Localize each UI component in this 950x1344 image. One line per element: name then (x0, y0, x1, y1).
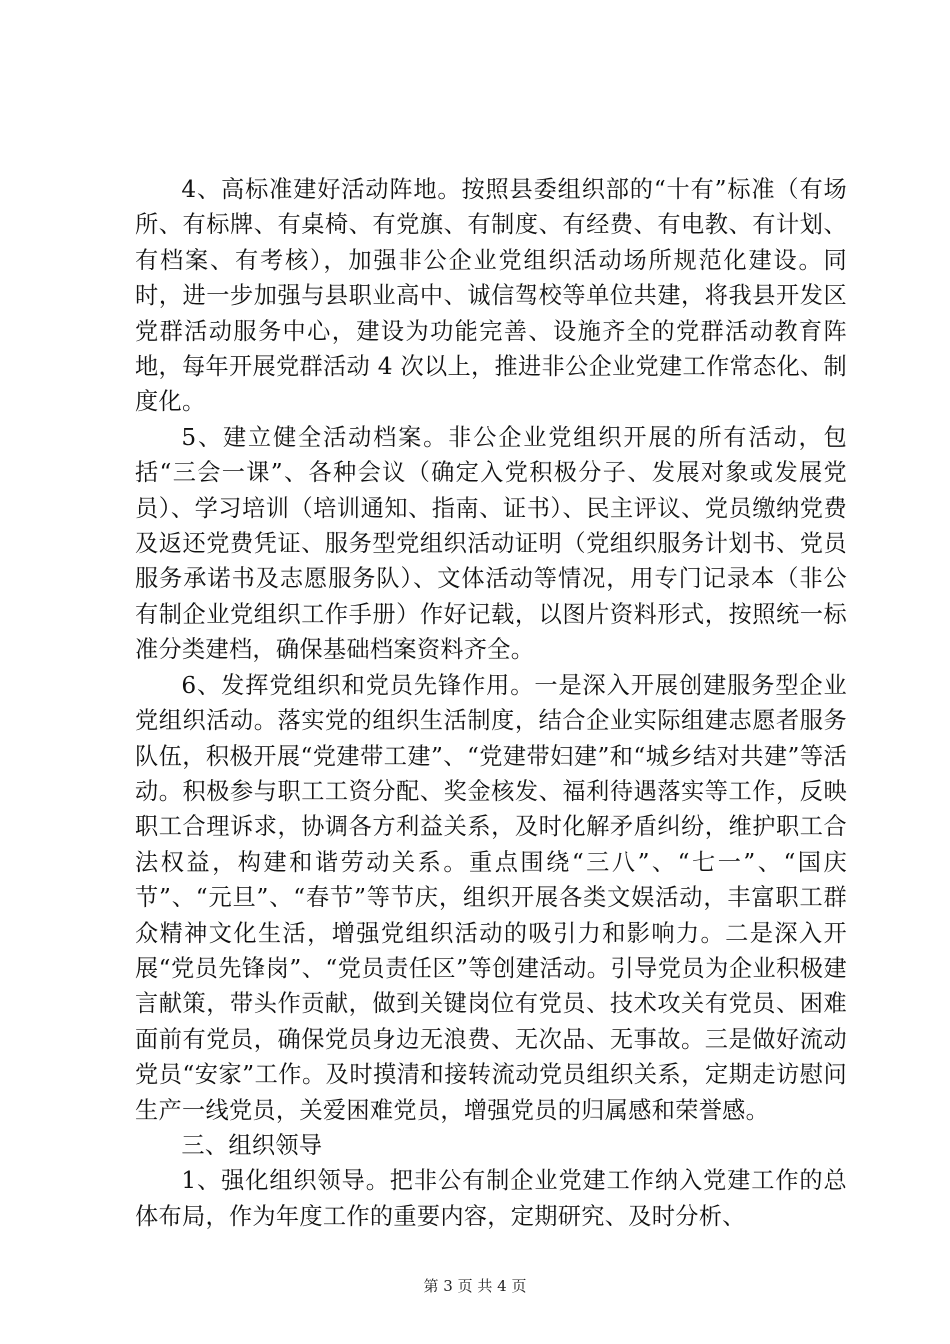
paragraph-vanguard-role: 6、发挥党组织和党员先锋作用。一是深入开展创建服务型企业党组织活动。落实党的组织生活制度，结合企业实际组建志愿者服务队伍，积极开展“党建带工建”、“党建带妇建”和“城乡结对共建”等活动。积极参与职工工资分配、奖金核发、福利待遇落实等工作，反映职工合理诉求，协调各方利益关系，及时化解矛盾纠纷，维护职工合法权益，构建和谐劳动关系。重点围绕“三八”、“七一”、“国庆节”、“元旦”、“春节”等节庆，组织开展各类文娱活动，丰富职工群众精神文化生活，增强党组织活动的吸引力和影响力。二是深入开展“党员先锋岗”、“党员责任区”等创建活动。引导党员为企业积极建言献策，带头作贡献，做到关键岗位有党员、技术攻关有党员、困难面前有党员，确保党员身边无浪费、无次品、无事故。三是做好流动党员“安家”工作。及时摸清和接转流动党员组织关系，定期走访慰问生产一线党员，关爱困难党员，增强党员的归属感和荣誉感。 (135, 671, 847, 1124)
paragraph-activity-archives: 5、建立健全活动档案。非公企业党组织开展的所有活动，包括“三会一课”、各种会议（确定入党积极分子、发展对象或发展党员）、学习培训（培训通知、指南、证书）、民主评议、党员缴纳党费及返还党费凭证、服务型党组织活动证明（党组织服务计划书、党员服务承诺书及志愿服务队）、文体活动等情况，用专门记录本（非公有制企业党组织工作手册）作好记载，以图片资料形式，按照统一标准分类建档，确保基础档案资料齐全。 (135, 423, 847, 664)
paragraph-strengthen-leadership: 1、强化组织领导。把非公有制企业党建工作纳入党建工作的总体布局，作为年度工作的重要内容，定期研究、及时分析、 (135, 1167, 847, 1230)
page-number-footer: 第 3 页 共 4 页 (423, 1277, 527, 1295)
paragraph-activity-venue: 4、高标准建好活动阵地。按照县委组织部的“十有”标准（有场所、有标牌、有桌椅、有党旗、有制度、有经费、有电教、有计划、有档案、有考核），加强非公企业党组织活动场所规范化建设。同时，进一步加强与县职业高中、诚信驾校等单位共建，将我县开发区党群活动服务中心，建设为功能完善、设施齐全的党群活动教育阵地，每年开展党群活动 4 次以上，推进非公企业党建工作常态化、制度化。 (135, 176, 847, 416)
section-heading-organization-leadership: 三、组织领导 (181, 1131, 323, 1159)
document-body (135, 172, 847, 1234)
